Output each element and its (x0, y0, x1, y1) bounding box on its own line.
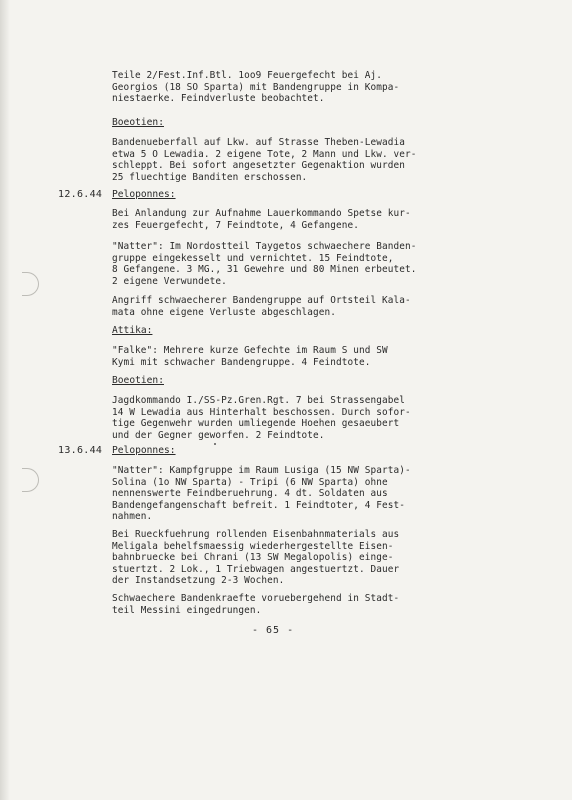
paragraph-angriff-kalamata: Angriff schwaecherer Bandengruppe auf Ortsteil Kala- mata ohne eigene Verluste abgeschlagen. (112, 295, 411, 318)
punch-hole-mark (22, 468, 39, 492)
heading-boeotien: Boeotien: (112, 117, 164, 128)
paragraph-falke: "Falke": Mehrere kurze Gefechte im Raum S und SW Kymi mit schwacher Bandengruppe. 4 Feindtote. (112, 345, 388, 368)
heading-peloponnes: Peloponnes: (112, 445, 176, 456)
paragraph-rueckfuehrung: Bei Rueckfuehrung rollenden Eisenbahnmaterials aus Meligala behelfsmaessig wiederhergestellte Eisen- bahnbruecke bei Chrani (13 SW Megalopolis) einge- stuertzt. 2 Lok., 1 Triebwagen angestuertzt. Dauer der Instandsetzung 2-3 Wochen. (112, 529, 400, 586)
paragraph-bandenueberfall: Bandenueberfall auf Lkw. auf Strasse Theben-Lewadia etwa 5 O Lewadia. 2 eigene Tote, 2 Mann und Lkw. ver- schleppt. Bei sofort angesetzter Gegenaktion wurden 25 fluechtige Banditen erschossen. (112, 137, 417, 183)
ink-speck (214, 443, 216, 445)
paragraph-jagdkommando: Jagdkommando I./SS-Pz.Gren.Rgt. 7 bei Strassengabel 14 W Lewadia aus Hinterhalt beschossen. Durch sofor- tige Gegenwehr wurden umliegende Hoehen gesaeubert und der Gegner geworfen. 2 Feindtote. (112, 395, 411, 441)
heading-boeotien: Boeotien: (112, 375, 164, 386)
paragraph-anlandung: Bei Anlandung zur Aufnahme Lauerkommando Spetse kur- zes Feuergefecht, 7 Feindtote, 4 Gefangene. (112, 208, 411, 231)
page-number: - 65 - (252, 625, 295, 636)
date-12-6-44: 12.6.44 (58, 189, 103, 200)
punch-hole-mark (22, 272, 39, 296)
heading-attika: Attika: (112, 325, 153, 336)
paragraph-natter-kampfgruppe: "Natter": Kampfgruppe im Raum Lusiga (15 NW Sparta)- Solina (1o NW Sparta) - Tripi (6 NW Sparta) ohne nennenswerte Feindberuehrung. 4 dt. Soldaten aus Bandengefangenschaft befreit. 1 Feindtoter, 4 Fest- nahmen. (112, 465, 411, 522)
paragraph-bandenkraefte-messini: Schwaechere Bandenkraefte voruebergehend in Stadt- teil Messini eingedrungen. (112, 593, 400, 616)
date-13-6-44: 13.6.44 (58, 445, 103, 456)
paragraph-teile-feuergefecht: Teile 2/Fest.Inf.Btl. 1oo9 Feuergefecht bei Aj. Georgios (18 SO Sparta) mit Bandengruppe in Kompa- niestaerke. Feindverluste beobachtet. (112, 70, 400, 104)
paragraph-natter-taygetos: "Natter": Im Nordostteil Taygetos schwaechere Banden- gruppe eingekesselt und vernichtet. 15 Feindtote, 8 Gefangene. 3 MG., 31 Gewehre und 80 Minen erbeutet. 2 eigene Verwundete. (112, 241, 417, 287)
page-edge-shadow (0, 0, 10, 800)
heading-peloponnes: Peloponnes: (112, 189, 176, 200)
